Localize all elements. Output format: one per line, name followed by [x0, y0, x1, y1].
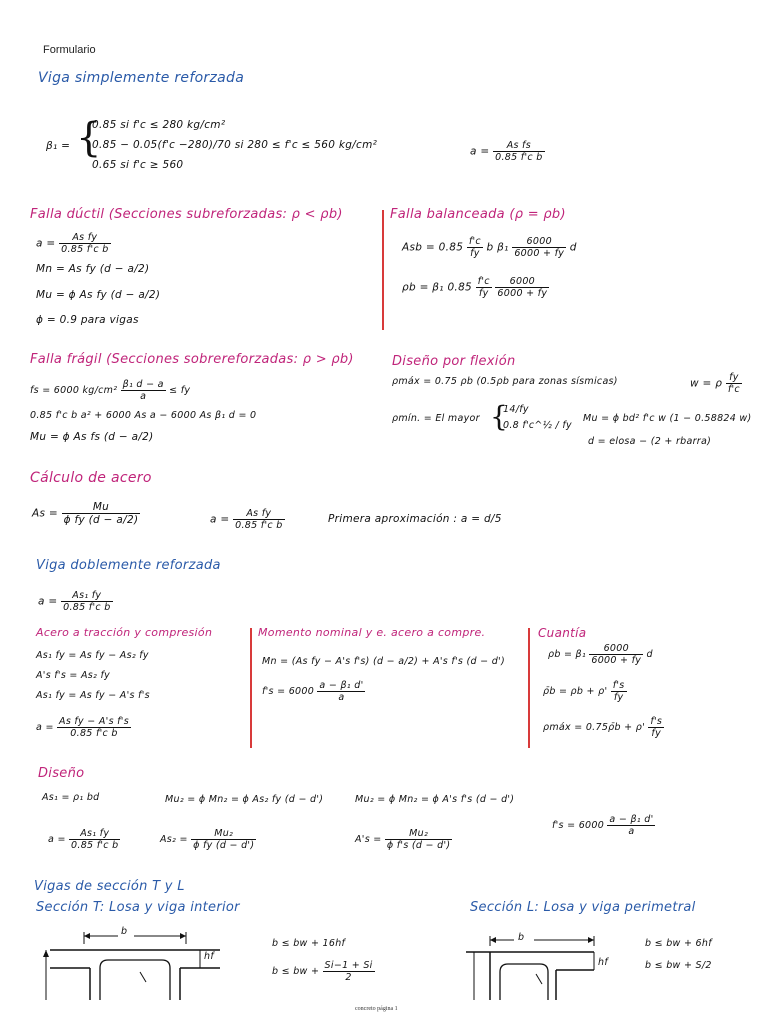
divider-line [528, 628, 530, 748]
fs-diseno-eq [552, 814, 655, 837]
l-b-label: b [518, 932, 525, 943]
rmax-den: fy [651, 728, 661, 739]
mn-momento: Mn = (As fy − A's f's) (d − a/2) + A's f's (d − d') [262, 656, 505, 667]
t-section-diagram [40, 924, 230, 1000]
a-num: As fy − A's f's [59, 716, 129, 727]
fs-momento-eq [262, 680, 365, 703]
pmin-1: 14/fy [503, 404, 529, 415]
a-traccion-eq [36, 716, 131, 739]
asp-diseno-eq [355, 828, 452, 851]
beta-case-2: 0.85 − 0.05(f'c −280)/70 si 280 ≤ f'c ≤ 560 kg/cm² [92, 139, 378, 151]
asb-eq [402, 236, 577, 259]
page-title: Formulario [43, 44, 96, 56]
asb-frac1-num: f'c [468, 236, 481, 247]
a-den: 0.85 f'c b [61, 244, 109, 255]
fs-num: β₁ d − a [122, 379, 164, 390]
a-num: As fy [233, 508, 284, 520]
beta-case-1: 0.85 si f'c ≤ 280 kg/cm² [92, 119, 226, 131]
a-lhs: a = [210, 513, 230, 526]
w-num: fy [726, 372, 742, 384]
section-title-diseno: Diseño [38, 766, 85, 781]
t-cond-2-eq [272, 960, 375, 983]
as-calc-eq [32, 501, 140, 526]
a-den: 0.85 f'c b [63, 602, 111, 613]
l-section-diagram [460, 930, 620, 1000]
mu2b-diseno: Mu₂ = ϕ Mn₂ = ϕ A's f's (d − d') [355, 794, 515, 805]
t-c2-den: 2 [345, 972, 352, 983]
rbbar-cuantia-eq [543, 680, 627, 703]
a-den: 0.85 f'c b [495, 152, 543, 163]
asb-frac2-num: 6000 [512, 236, 566, 248]
a-simple-eq [470, 140, 545, 163]
as-num: Mu [62, 501, 141, 514]
asp-lhs: A's = [355, 834, 382, 845]
l-hf-label: hf [598, 957, 608, 968]
primera-aproximacion: Primera aproximación : a = d/5 [328, 513, 502, 525]
a-diseno-eq [48, 828, 120, 851]
asb-frac2-den: 6000 + fy [514, 248, 565, 259]
as-den: ϕ fy (d − a/2) [63, 514, 139, 526]
as2-num: Mu₂ [191, 828, 256, 840]
a-calc-eq [210, 508, 285, 531]
as2-den: ϕ fy (d − d') [193, 840, 255, 851]
asp-den: ϕ f's (d − d') [386, 840, 451, 851]
fs-lhs: f's = 6000 [552, 820, 605, 831]
section-title-seccion: Vigas de sección T y L [34, 879, 185, 894]
phi-ductil: ϕ = 0.9 para vigas [36, 314, 139, 326]
a-lhs: a = [38, 595, 58, 608]
a-den: 0.85 f'c b [70, 728, 118, 739]
fs-fragil-eq [30, 379, 190, 402]
mn-ductil: Mn = As fy (d − a/2) [36, 263, 150, 275]
a-doble-eq [38, 590, 113, 613]
a-num: As fs [493, 140, 544, 152]
page-footer: concreto página 1 [355, 1006, 398, 1012]
mu-ductil: Mu = ϕ As fy (d − a/2) [36, 289, 161, 301]
asb-mid: b β₁ [486, 241, 509, 254]
a-lhs: a = [36, 722, 54, 733]
rmax-lhs: ρmáx = 0.75ρ̄b + ρ' [543, 722, 645, 733]
asb-lhs: Asb = 0.85 [402, 241, 464, 254]
fs-den: a [140, 391, 147, 402]
fs-num: a − β₁ d' [319, 680, 364, 691]
section-title-flexion: Diseño por flexión [392, 354, 516, 369]
fs-num: a − β₁ d' [609, 814, 654, 825]
beta-case-3: 0.65 si f'c ≥ 560 [92, 159, 184, 171]
rb-eq [402, 276, 549, 299]
rb-frac1-den: fy [478, 288, 489, 299]
rb-lhs: ρb = β₁ [548, 649, 587, 660]
a-den: 0.85 f'c b [71, 840, 119, 851]
t-c2-num: Si−1 + Si [324, 960, 373, 971]
fs-den: a [338, 692, 345, 703]
rmax-num: f's [650, 716, 663, 727]
rbbar-lhs: ρ̄b = ρb + ρ' [543, 686, 608, 697]
a-lhs: a = [470, 145, 490, 158]
asp-num: Mu₂ [385, 828, 453, 840]
rb-frac1-num: f'c [477, 276, 490, 287]
rb-lhs: ρb = β₁ 0.85 [402, 281, 473, 294]
d-flexion: d = elosa − (2 + rbarra) [588, 436, 712, 447]
mu2-diseno: Mu₂ = ϕ Mn₂ = ϕ As₂ fy (d − d') [165, 794, 324, 805]
rbbar-den: fy [613, 692, 624, 703]
as2-lhs: As₂ = [160, 834, 188, 845]
subtitle-seccion-t: Sección T: Losa y viga interior [36, 900, 240, 915]
section-title-traccion: Acero a tracción y compresión [36, 626, 213, 639]
a-num: As₁ fy [69, 828, 120, 840]
traccion-l1: As₁ fy = As fy − As₂ fy [36, 650, 149, 661]
rb-frac2-den: 6000 + fy [497, 288, 548, 299]
divider-line [382, 210, 384, 330]
traccion-l2: A's f's = As₂ fy [36, 670, 111, 681]
a-den: 0.85 f'c b [235, 520, 283, 531]
divider-line [250, 628, 252, 748]
subtitle-seccion-l: Sección L: Losa y viga perimetral [470, 900, 696, 915]
pmin-2: 0.8 f'c^½ / fy [503, 420, 572, 431]
section-title-balanceada: Falla balanceada (ρ = ρb) [390, 207, 566, 222]
l-cond-1: b ≤ bw + 6hf [645, 938, 712, 949]
section-title-cuantia: Cuantía [538, 626, 587, 640]
w-den: f'c [727, 384, 740, 395]
rb-num: 6000 [589, 643, 643, 655]
a-num: As₁ fy [61, 590, 112, 602]
rb-frac2-num: 6000 [495, 276, 549, 288]
rb-end: d [646, 649, 653, 660]
section-title-ductil: Falla dúctil (Secciones subreforzadas: ρ < ρb) [30, 207, 343, 222]
as-lhs: As = [32, 507, 58, 520]
a-ductil-eq [36, 232, 111, 255]
fs-lhs: f's = 6000 [262, 686, 315, 697]
section-title-momento: Momento nominal y e. acero a compre. [258, 626, 486, 639]
fs-lhs: fs = 6000 kg/cm² [30, 385, 118, 396]
quad-fragil: 0.85 f'c b a² + 6000 As a − 6000 As β₁ d = 0 [30, 410, 257, 421]
rbbar-num: f's [612, 680, 625, 691]
brace-icon: { [76, 115, 102, 161]
asb-end: d [569, 241, 577, 254]
traccion-l3: As₁ fy = As fy − A's f's [36, 690, 150, 701]
t-b-label: b [121, 926, 128, 937]
brace-small-icon: { [490, 400, 508, 433]
t-hf-label: hf [204, 951, 214, 962]
asb-frac1-den: fy [470, 248, 480, 259]
section-title-doble: Viga doblemente reforzada [36, 558, 221, 573]
as2-diseno-eq [160, 828, 256, 851]
beta-lhs: β₁ = [46, 140, 71, 152]
pmin-lhs: ρmín. = El mayor [392, 413, 480, 424]
rmax-cuantia-eq [543, 716, 664, 739]
section-title-simple: Viga simplemente reforzada [38, 70, 245, 86]
mu-fragil: Mu = ϕ As fs (d − a/2) [30, 431, 154, 443]
w-eq [690, 372, 742, 395]
a-num: As fy [59, 232, 110, 244]
fs-end: ≤ fy [169, 385, 191, 396]
pmax-eq: ρmáx = 0.75 ρb (0.5ρb para zonas sísmicas) [392, 376, 618, 387]
a-lhs: a = [36, 237, 56, 250]
rb-den: 6000 + fy [591, 655, 642, 666]
w-lhs: w = ρ [690, 377, 723, 390]
section-title-calculo: Cálculo de acero [30, 470, 152, 486]
section-title-fragil: Falla frágil (Secciones sobrereforzadas: ρ > ρb) [30, 352, 354, 367]
fs-den: a [628, 826, 635, 837]
mu-flexion: Mu = ϕ bd² f'c w (1 − 0.58824 w) [583, 413, 752, 424]
a-lhs: a = [48, 834, 66, 845]
t-cond-1: b ≤ bw + 16hf [272, 938, 346, 949]
t-c2-lhs: b ≤ bw + [272, 966, 320, 977]
as1-diseno: As₁ = ρ₁ bd [42, 792, 100, 803]
l-cond-2: b ≤ bw + S/2 [645, 960, 712, 971]
rb-cuantia-eq [548, 643, 653, 666]
